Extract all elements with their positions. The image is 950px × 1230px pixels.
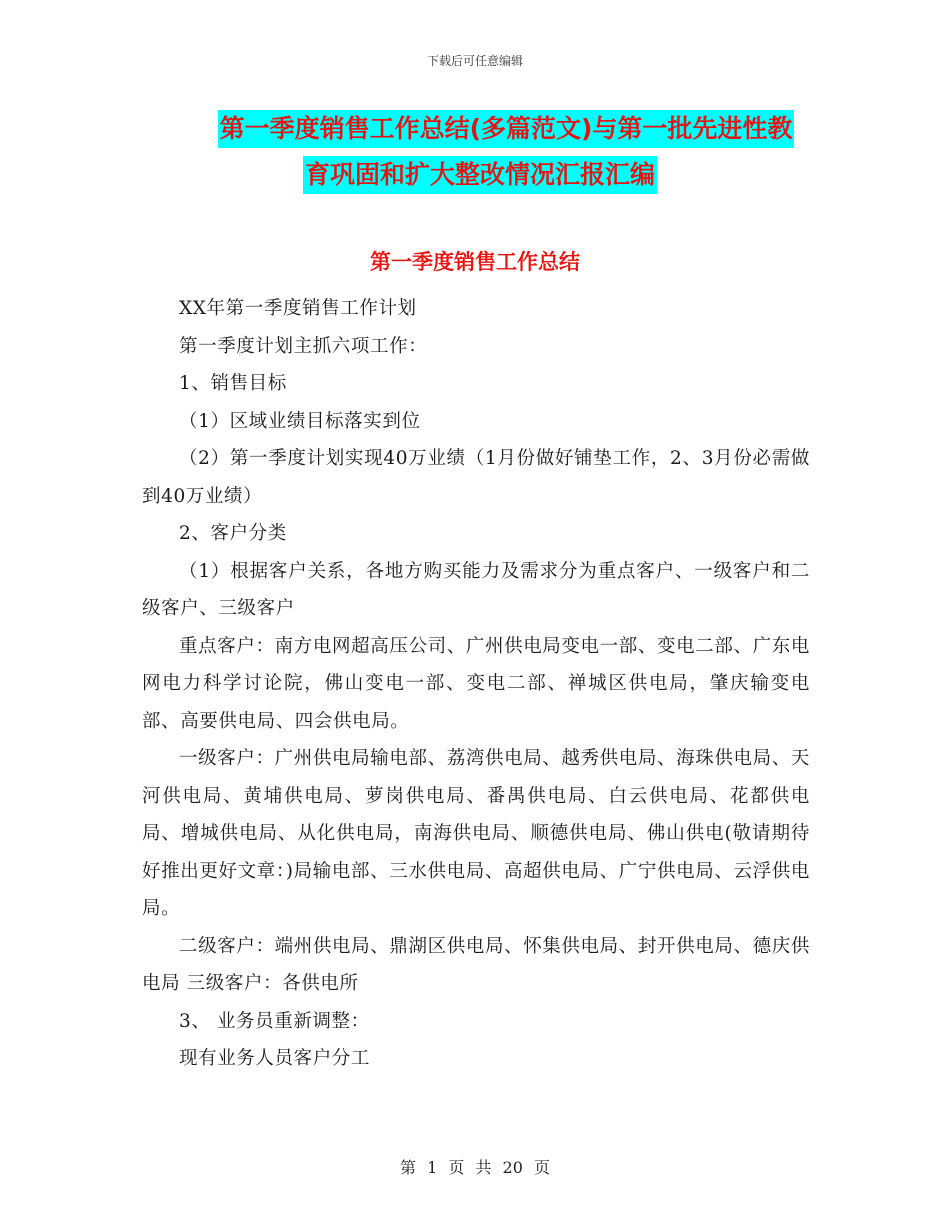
document-body bbox=[142, 290, 810, 1078]
paragraph: 2、客户分类 bbox=[179, 523, 287, 544]
paragraph: 3、 业务员重新调整： bbox=[179, 1010, 370, 1032]
paragraph: 重点客户：南方电网超高压公司、广州供电局变电一部、变电二部、广东电网电力科学讨论院，佛山变电一部、变电二部、禅城区供电局，肇庆输变电部、高要供电局、四会供电局。 bbox=[142, 635, 810, 732]
document-title-line-2: 育巩固和扩大整改情况汇报汇编 bbox=[303, 156, 657, 194]
paragraph: 第一季度计划主抓六项工作： bbox=[179, 335, 428, 357]
paragraph: （2）第一季度计划实现40万业绩（1月份做好铺垫工作，2、3月份必需做到40万业绩） bbox=[142, 448, 810, 507]
paragraph: 现有业务人员客户分工 bbox=[179, 1048, 371, 1069]
page-number-footer: 第 1 页 共 20 页 bbox=[400, 1158, 550, 1177]
section-heading: 第一季度销售工作总结 bbox=[370, 250, 580, 274]
paragraph: 二级客户：端州供电局、鼎湖区供电局、怀集供电局、封开供电局、德庆供电局 三级客户：各供电所 bbox=[142, 935, 810, 994]
paragraph: 一级客户：广州供电局输电部、荔湾供电局、越秀供电局、海珠供电局、天河供电局、黄埔供电局、萝岗供电局、番禺供电局、白云供电局、花都供电局、增城供电局、从化供电局，南海供电局、顺德供电局、佛山供电(敬请期待好推出更好文章：)局输电部、三水供电局、高超供电局、广宁供电局、云浮供电局。 bbox=[142, 748, 810, 919]
paragraph: （1）根据客户关系，各地方购买能力及需求分为重点客户、一级客户和二级客户、三级客户 bbox=[142, 560, 810, 619]
paragraph: XX年第一季度销售工作计划 bbox=[179, 298, 417, 319]
page-header-note: 下载后可任意编辑 bbox=[426, 54, 523, 68]
document-title-line-1: 第一季度销售工作总结(多篇范文)与第一批先进性教 bbox=[218, 110, 795, 148]
paragraph: （1）区域业绩目标落实到位 bbox=[179, 410, 421, 432]
document-title bbox=[140, 110, 820, 194]
paragraph: 1、销售目标 bbox=[179, 373, 287, 394]
